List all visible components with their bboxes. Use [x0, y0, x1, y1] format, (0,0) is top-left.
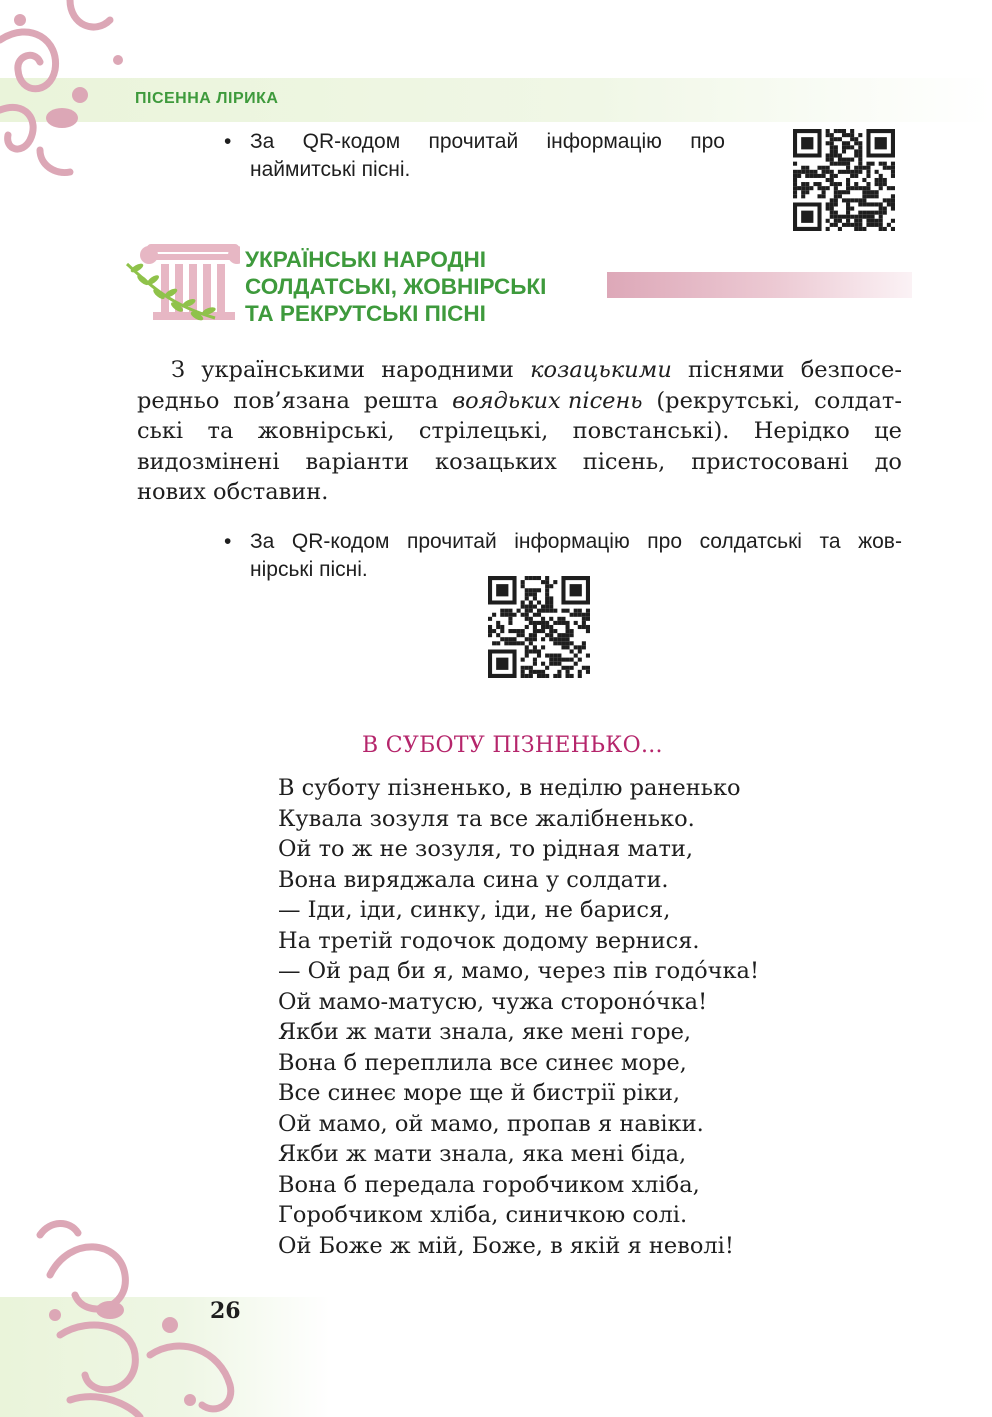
word: решта: [363, 387, 439, 414]
word: солдатські: [699, 530, 802, 553]
word: піснями: [688, 357, 785, 383]
ornament-top-icon: [0, 0, 140, 180]
bullet-line: наймитські пісні.: [250, 158, 411, 181]
poem-line: Кувала зозуля та все жалібненько.: [278, 805, 695, 832]
word: ські: [137, 418, 184, 444]
poem-line: Вона виряджала сина у солдати.: [278, 866, 669, 893]
section-title: [245, 246, 546, 327]
paragraph-line: нових обставин.: [137, 479, 329, 505]
bullet-line: [250, 128, 725, 156]
paragraph-line: [137, 355, 902, 386]
paragraph-line: [137, 447, 902, 478]
word: інформацію: [514, 530, 630, 553]
bullet-qr-info-1: [224, 128, 725, 184]
poem-line: Ой мамо, ой мамо, пропав я навіки.: [278, 1110, 704, 1137]
word: жовнірські,: [257, 418, 395, 444]
word: (рекрутські,: [656, 387, 801, 414]
word: прочитай: [428, 130, 519, 153]
word: це: [874, 418, 902, 444]
poem-line: Ой Боже ж мій, Боже, в якій я неволі!: [278, 1232, 734, 1259]
word: до: [874, 448, 902, 475]
word: жов-: [858, 530, 902, 553]
poem-line: Горобчиком хліба, синичкою солі.: [278, 1202, 688, 1228]
poem-line: Вона б переплила все синеє море,: [278, 1049, 687, 1076]
word: варіанти: [305, 448, 410, 475]
section-title-line: ТА РЕКРУТСЬКІ ПІСНІ: [245, 301, 486, 326]
section-title-line: УКРАЇНСЬКІ НАРОДНІ: [245, 247, 487, 272]
word: QR-кодом: [291, 530, 390, 553]
word: пристосовані: [691, 448, 849, 475]
word: про: [690, 130, 725, 153]
poem-line: Все синеє море ще й бистрії ріки,: [278, 1080, 681, 1106]
word: З: [171, 357, 186, 383]
word: QR-кодом: [302, 130, 401, 153]
bullet-line: нірські пісні.: [250, 558, 368, 581]
page-number: 26: [210, 1298, 241, 1324]
word: За: [250, 530, 275, 553]
word: стрілецькі,: [418, 418, 549, 444]
word: Нерідко: [753, 418, 850, 444]
word: прочитай: [406, 530, 497, 553]
poem-line: Якби ж мати знала, яка мені біда,: [278, 1141, 687, 1167]
word-italic: козацькими: [530, 357, 672, 383]
paragraph-line: [137, 386, 902, 417]
word: українськими: [201, 357, 365, 383]
poem-line: — Іди, іди, синку, іди, не барися,: [278, 897, 671, 923]
qr-code-icon[interactable]: [488, 576, 590, 678]
running-head: ПІСЕННА ЛІРИКА: [135, 90, 279, 107]
word: безпосе-: [800, 357, 902, 383]
word: народними: [381, 357, 514, 383]
poem-line: В суботу пізненько, в неділю раненько: [278, 775, 741, 801]
word: повстанські).: [572, 418, 730, 444]
word: та: [819, 530, 841, 553]
word-italic: воядьких пісень: [452, 387, 643, 414]
poem-line: Ой то ж не зозуля, то рідная мати,: [278, 836, 694, 862]
section-title-line: СОЛДАТСЬКІ, ЖОВНІРСЬКІ: [245, 274, 547, 299]
word: видозмінені: [137, 448, 280, 475]
word: редньо: [137, 387, 220, 414]
poem-line: Вона б передала горобчиком хліба,: [278, 1171, 700, 1198]
poem-text: [278, 773, 759, 1261]
bullet-line: [250, 528, 902, 556]
word: солдат-: [814, 387, 902, 414]
body-paragraph: [137, 355, 902, 508]
poem-line: Якби ж мати знала, яке мені горе,: [278, 1019, 692, 1045]
poem-line: Ой мамо-матусю, чужа стороно́чка!: [278, 988, 708, 1015]
column-laurel-icon: [125, 240, 240, 325]
qr-code-icon[interactable]: [793, 129, 895, 231]
word: пісень,: [582, 448, 666, 475]
word: про: [647, 530, 683, 553]
section-divider-bar: [607, 272, 912, 298]
word: козацьких: [435, 448, 557, 475]
poem-line: На третій годочок додому вернися.: [278, 927, 700, 954]
poem-line: — Ой рад би я, мамо, через пів годо́чка!: [278, 958, 760, 984]
poem-title: В СУБОТУ ПІЗНЕНЬКО...: [362, 733, 663, 758]
paragraph-line: [137, 416, 902, 447]
bullet-marker: •: [224, 530, 232, 553]
word: За: [250, 130, 275, 153]
word: інформацію: [546, 130, 662, 153]
word: та: [207, 418, 234, 444]
bullet-marker: •: [224, 130, 232, 153]
word: пов’язана: [233, 387, 350, 414]
